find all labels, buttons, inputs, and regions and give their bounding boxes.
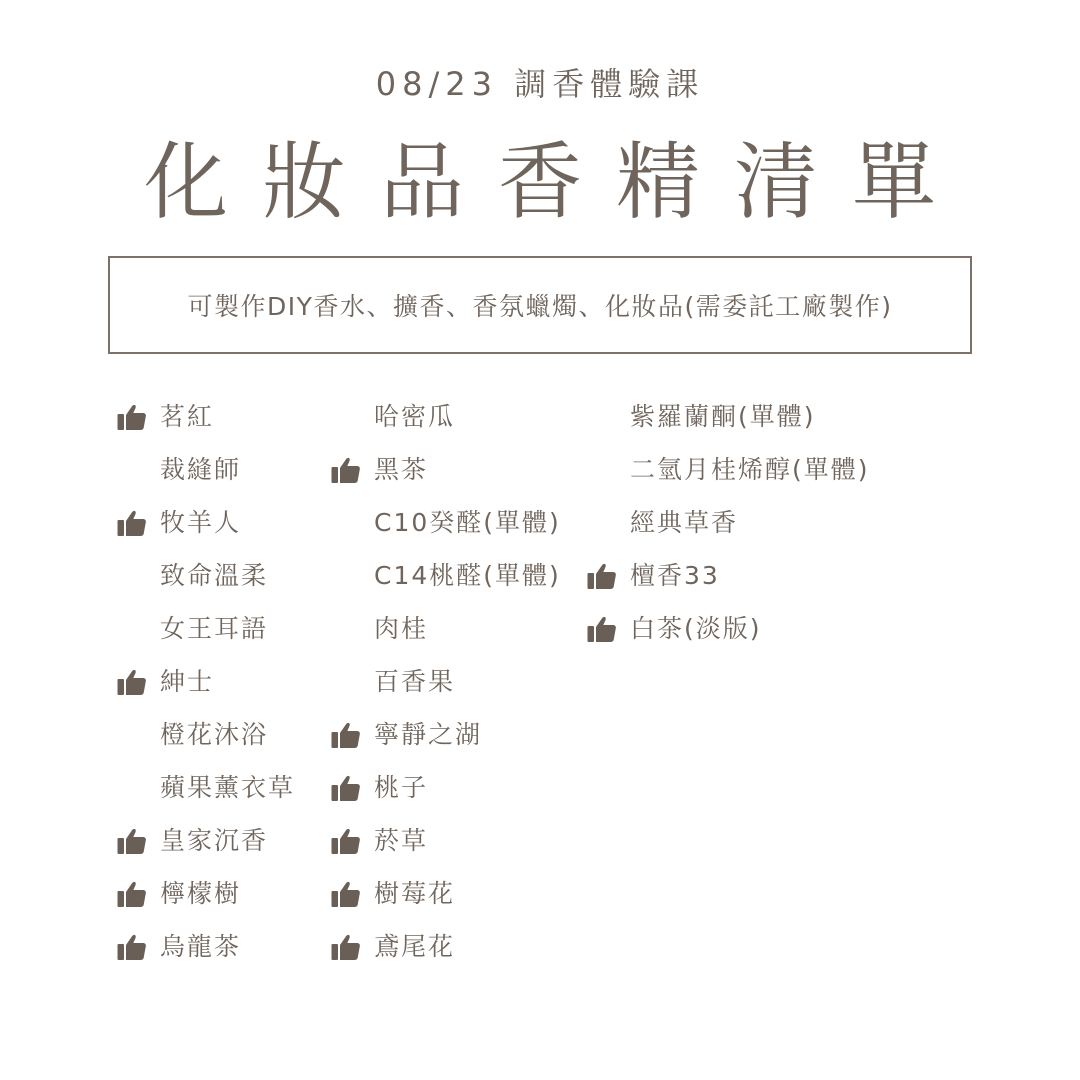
- fragrance-item-label: 烏龍茶: [160, 932, 242, 961]
- thumbs-up-icon: [330, 814, 374, 867]
- fragrance-item: [116, 390, 295, 443]
- icon-spacer: [330, 549, 374, 602]
- icon-spacer: [586, 390, 630, 443]
- thumbs-up-icon: [586, 549, 630, 602]
- icon-spacer: [116, 443, 160, 496]
- fragrance-item: [116, 549, 295, 602]
- fragrance-item-label: 百香果: [374, 667, 456, 696]
- fragrance-item-label: 皇家沉香: [160, 826, 269, 855]
- fragrance-item-label: C14桃醛(單體): [374, 561, 561, 590]
- thumbs-up-icon: [330, 761, 374, 814]
- fragrance-item: [586, 602, 870, 655]
- fragrance-item: [116, 867, 295, 920]
- icon-spacer: [330, 602, 374, 655]
- fragrance-item-label: 檸檬樹: [160, 879, 242, 908]
- fragrance-item-label: 白茶(淡版): [630, 614, 762, 643]
- fragrance-item-label: 哈密瓜: [374, 402, 456, 431]
- fragrance-item: [116, 920, 295, 973]
- thumbs-up-icon: [116, 655, 160, 708]
- fragrance-item: [330, 708, 561, 761]
- fragrance-item-label: 致命溫柔: [160, 561, 269, 590]
- thumbs-up-icon: [116, 496, 160, 549]
- icon-spacer: [116, 549, 160, 602]
- icon-spacer: [330, 496, 374, 549]
- fragrance-item: [330, 390, 561, 443]
- fragrance-item-label: 鳶尾花: [374, 932, 456, 961]
- fragrance-item-label: 樹莓花: [374, 879, 456, 908]
- fragrance-item: [586, 390, 870, 443]
- thumbs-up-icon: [116, 867, 160, 920]
- fragrance-item-label: 桃子: [374, 773, 429, 802]
- thumbs-up-icon: [116, 814, 160, 867]
- fragrance-item-label: 紫羅蘭酮(單體): [630, 402, 816, 431]
- icon-spacer: [330, 655, 374, 708]
- fragrance-item: [116, 655, 295, 708]
- icon-spacer: [116, 602, 160, 655]
- fragrance-item-label: 檀香33: [630, 561, 720, 590]
- fragrance-item: [330, 602, 561, 655]
- fragrance-item: [330, 443, 561, 496]
- fragrance-item: [116, 496, 295, 549]
- fragrance-item-label: 蘋果薰衣草: [160, 773, 296, 802]
- fragrance-item-label: 橙花沐浴: [160, 720, 269, 749]
- fragrance-item: [330, 655, 561, 708]
- fragrance-item-label: 茗紅: [160, 402, 215, 431]
- fragrance-item: [586, 443, 870, 496]
- fragrance-item: [330, 761, 561, 814]
- icon-spacer: [586, 496, 630, 549]
- fragrance-item-label: C10癸醛(單體): [374, 508, 561, 537]
- thumbs-up-icon: [330, 708, 374, 761]
- thumbs-up-icon: [116, 920, 160, 973]
- fragrance-item: [330, 549, 561, 602]
- icon-spacer: [586, 443, 630, 496]
- fragrance-item-label: 肉桂: [374, 614, 429, 643]
- fragrance-item-label: 紳士: [160, 667, 215, 696]
- fragrance-column-3: [586, 390, 870, 655]
- thumbs-up-icon: [586, 602, 630, 655]
- thumbs-up-icon: [330, 920, 374, 973]
- icon-spacer: [330, 390, 374, 443]
- fragrance-item-label: 裁縫師: [160, 455, 242, 484]
- fragrance-item-label: 二氫月桂烯醇(單體): [630, 455, 870, 484]
- thumbs-up-icon: [330, 443, 374, 496]
- fragrance-item-label: 牧羊人: [160, 508, 242, 537]
- icon-spacer: [116, 761, 160, 814]
- fragrance-item-label: 黑茶: [374, 455, 429, 484]
- fragrance-item: [330, 496, 561, 549]
- fragrance-item: [116, 814, 295, 867]
- page-title: 化妝品香精清單: [143, 133, 970, 231]
- fragrance-column-2: [330, 390, 561, 973]
- fragrance-item: [116, 708, 295, 761]
- thumbs-up-icon: [330, 867, 374, 920]
- fragrance-item-label: 女王耳語: [160, 614, 269, 643]
- thumbs-up-icon: [116, 390, 160, 443]
- fragrance-item-label: 菸草: [374, 826, 429, 855]
- fragrance-item: [116, 602, 295, 655]
- fragrance-item: [116, 761, 295, 814]
- usage-note-text: 可製作DIY香水、擴香、香氛蠟燭、化妝品(需委託工廠製作): [187, 292, 893, 321]
- usage-note-box: [108, 256, 972, 354]
- fragrance-item-label: 寧靜之湖: [374, 720, 483, 749]
- icon-spacer: [116, 708, 160, 761]
- course-subtitle: 08/23 調香體驗課: [375, 65, 705, 103]
- fragrance-item: [330, 867, 561, 920]
- fragrance-item: [330, 814, 561, 867]
- fragrance-item: [330, 920, 561, 973]
- fragrance-item: [116, 443, 295, 496]
- fragrance-item: [586, 549, 870, 602]
- fragrance-item: [586, 496, 870, 549]
- fragrance-column-1: [116, 390, 295, 973]
- fragrance-item-label: 經典草香: [630, 508, 739, 537]
